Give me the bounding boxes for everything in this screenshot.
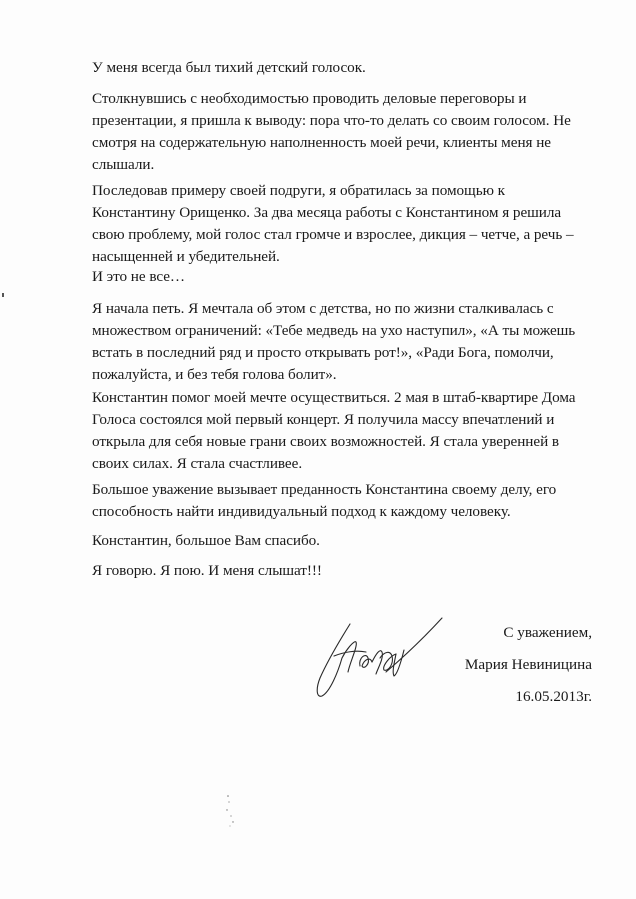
letter-paragraph-9: Я говорю. Я пою. И меня слышат!!! <box>92 562 322 579</box>
letter-paragraph-6: Константин помог моей мечте осуществиться. 2 мая в штаб-квартире Дома Голоса состоялся мой первый концерт. Я получила массу впечатлений и открыла для себя новые грани своих возможностей. Я стала уверенней в своих силах. Я стала счастливее. <box>92 389 576 472</box>
letter-paragraph-8: Константин, большое Вам спасибо. <box>92 532 320 549</box>
letter-date: 16.05.2013г. <box>515 688 592 705</box>
letter-paragraph-4: И это не все… <box>92 268 186 285</box>
handwritten-signature <box>310 612 450 704</box>
scan-speck <box>2 293 4 297</box>
letter-paragraph-7: Большое уважение вызывает преданность Константина своему делу, его способность найти индивидуальный подход к каждому человеку. <box>92 481 557 520</box>
closing-salutation: С уважением, <box>503 624 592 641</box>
letter-paragraph-5: Я начала петь. Я мечтала об этом с детства, но по жизни сталкивалась с множеством ограничений: «Тебе медведь на ухо наступил», «А ты можешь встать в последний ряд и просто открывать рот!», «Ради Бога, помолчи, пожалуйста, и без тебя голова болит». <box>92 300 576 383</box>
scan-noise-mark <box>220 792 240 832</box>
signer-name: Мария Невиницина <box>464 656 592 673</box>
letter-paragraph-1: У меня всегда был тихий детский голосок. <box>92 59 366 76</box>
letter-paragraph-2: Столкнувшись с необходимостью проводить деловые переговоры и презентации, я пришла к выводу: пора что-то делать со своим голосом. Не смотря на содержательную наполненность моей речи, клиенты меня не слышали. <box>92 90 571 173</box>
letter-paragraph-3: Последовав примеру своей подруги, я обратилась за помощью к Константину Орищенко. За два месяца работы с Константином я решила свою проблему, мой голос стал громче и взрослее, дикция – четче, а речь – насыщенней и убедительней. <box>92 182 574 265</box>
